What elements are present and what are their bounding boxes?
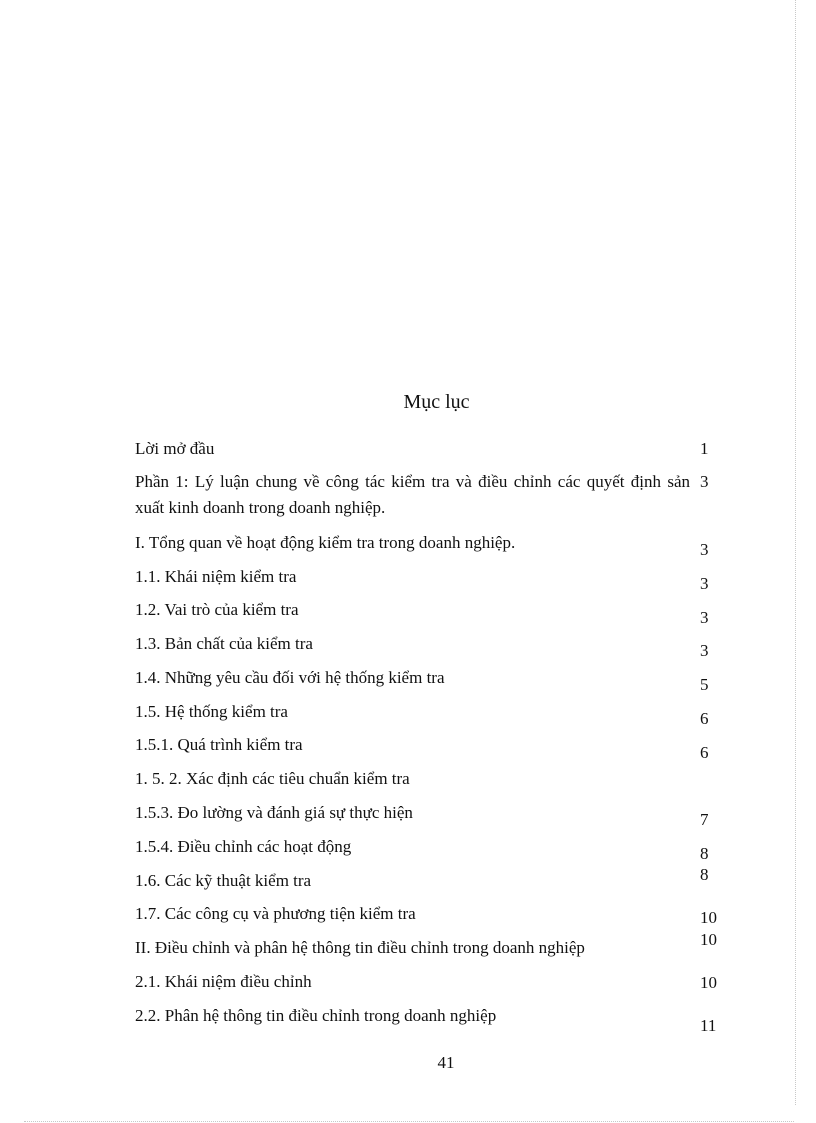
toc-entry-text: 1.1. Khái niệm kiểm tra <box>135 567 297 586</box>
toc-entry-page: 3 <box>700 608 709 627</box>
toc-entry-page: 7 <box>700 810 709 829</box>
toc-entry-text: 1.6. Các kỹ thuật kiểm tra <box>135 871 312 890</box>
toc-entry-text: 1. 5. 2. Xác định các tiêu chuẩn kiểm tra <box>135 769 410 788</box>
toc-entry-page: 11 <box>700 1016 717 1035</box>
toc-entry-page: 6 <box>700 709 709 728</box>
toc-entry-text: 2.2. Phân hệ thông tin điều chỉnh trong doanh nghiệp <box>135 1006 497 1025</box>
toc-entry-page: 8 <box>700 865 709 884</box>
toc-entry-text: 1.4. Những yêu cầu đối với hệ thống kiểm tra <box>135 668 445 687</box>
toc-entry-text: 1.2. Vai trò của kiểm tra <box>135 600 299 619</box>
toc-entry-page: 3 <box>700 641 709 660</box>
toc-entry-text: 1.5. Hệ thống kiểm tra <box>135 702 288 721</box>
toc-entry-page: 3 <box>700 540 709 559</box>
toc-entry-page: 6 <box>700 743 709 762</box>
page-number: 41 <box>437 1053 455 1072</box>
toc-entry-page: 5 <box>700 675 709 694</box>
toc-entry-text: Lời mở đầu <box>135 439 215 458</box>
toc-entry-text: 2.1. Khái niệm điều chỉnh <box>135 972 312 991</box>
toc-entry-text: 1.5.3. Đo lường và đánh giá sự thực hiện <box>135 803 413 822</box>
page-border-bottom <box>24 1121 794 1122</box>
toc-entry-page: 1 <box>700 439 709 458</box>
page-border-right <box>795 0 796 1105</box>
toc-entry-text: 1.5.4. Điều chỉnh các hoạt động <box>135 837 352 856</box>
toc-entry-text: 1.7. Các công cụ và phương tiện kiểm tra <box>135 904 416 923</box>
toc-entry-text: 1.3. Bản chất của kiểm tra <box>135 634 313 653</box>
toc-entry-page: 8 <box>700 844 709 863</box>
toc-entry-text: Phần 1: Lý luận chung về công tác kiểm tra và điều chỉnh các quyết định sản xuất kinh doanh trong doanh nghiệp. <box>135 472 690 517</box>
toc-entry-page: 3 <box>700 472 709 491</box>
toc-entry-text: 1.5.1. Quá trình kiểm tra <box>135 735 303 754</box>
toc-entry-page: 10 <box>700 930 717 949</box>
toc-entry-text: I. Tổng quan về hoạt động kiểm tra trong doanh nghiệp. <box>135 533 516 552</box>
toc-entry-text: II. Điều chỉnh và phân hệ thông tin điều chỉnh trong doanh nghiệp <box>135 938 585 957</box>
toc-title: Mục lục <box>403 391 470 413</box>
toc-entry-page: 3 <box>700 574 709 593</box>
toc-entry-page: 10 <box>700 973 717 992</box>
toc-entry-page: 10 <box>700 908 717 927</box>
